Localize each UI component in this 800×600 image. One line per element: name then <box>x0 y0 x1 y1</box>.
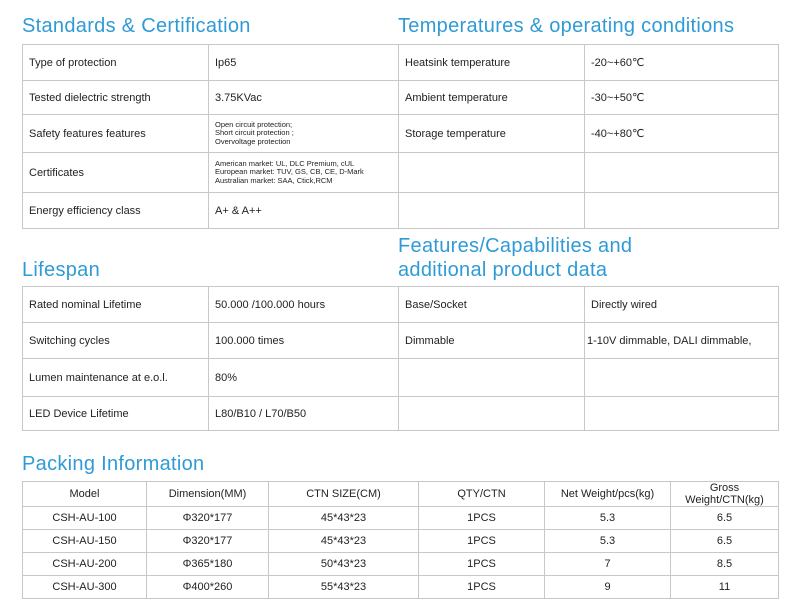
table-row <box>23 507 779 530</box>
row-value: Directly wired <box>585 287 779 323</box>
table-row <box>23 45 779 81</box>
row-label: Rated nominal Lifetime <box>23 287 209 323</box>
table-cell: 11 <box>671 576 779 599</box>
standards-temperatures-table <box>22 44 779 229</box>
value-line: European market: TUV, GS, CB, CE, D-Mark <box>215 167 364 177</box>
table-cell: 6.5 <box>671 530 779 553</box>
table-cell: 1PCS <box>419 507 545 530</box>
table-cell: 5.3 <box>545 507 671 530</box>
table-cell: CSH-AU-200 <box>23 553 147 576</box>
table-row <box>23 359 779 397</box>
value-line: American market: UL, DLC Premium, cUL <box>215 158 355 168</box>
table-header-row <box>23 482 779 507</box>
temperatures-heading: Temperatures & operating conditions <box>398 15 735 37</box>
table-row <box>23 287 779 323</box>
features-heading-line1: Features/Capabilities and <box>398 235 633 257</box>
features-heading-line2: additional product data <box>398 259 608 281</box>
row-label: Heatsink temperature <box>399 45 585 81</box>
table-cell: 8.5 <box>671 553 779 576</box>
table-cell: Φ320*177 <box>147 507 269 530</box>
column-header: Gross Weight/CTN(kg) <box>671 482 779 507</box>
value-line: Australian market: SAA, Ctick,RCM <box>215 175 333 185</box>
table-cell: CSH-AU-300 <box>23 576 147 599</box>
row-value: 50.000 /100.000 hours <box>209 287 399 323</box>
table-cell: 45*43*23 <box>269 530 419 553</box>
row-value <box>585 193 779 229</box>
value-line: Short circuit protection ; <box>215 128 294 138</box>
row-label: Safety features features <box>23 115 209 153</box>
row-value: 1-10V dimmable, DALI dimmable, <box>585 323 779 359</box>
table-cell: 55*43*23 <box>269 576 419 599</box>
row-label: Certificates <box>23 153 209 193</box>
column-header: Model <box>23 482 147 507</box>
row-value <box>585 397 779 431</box>
value-line: Overvoltage protection <box>215 136 291 146</box>
table-cell: 9 <box>545 576 671 599</box>
row-label: Type of protection <box>23 45 209 81</box>
table-cell: Φ320*177 <box>147 530 269 553</box>
table-cell: Φ400*260 <box>147 576 269 599</box>
packing-heading: Packing Information <box>22 453 205 475</box>
table-cell: 1PCS <box>419 553 545 576</box>
row-value <box>585 359 779 397</box>
row-label <box>399 193 585 229</box>
table-cell: 1PCS <box>419 576 545 599</box>
row-value: Ip65 <box>209 45 399 81</box>
row-label: Switching cycles <box>23 323 209 359</box>
table-row <box>23 397 779 431</box>
row-value <box>585 153 779 193</box>
table-cell: CSH-AU-150 <box>23 530 147 553</box>
column-header: Net Weight/pcs(kg) <box>545 482 671 507</box>
row-label: LED Device Lifetime <box>23 397 209 431</box>
table-cell: 45*43*23 <box>269 507 419 530</box>
row-value: L80/B10 / L70/B50 <box>209 397 399 431</box>
table-row <box>23 81 779 115</box>
table-cell: 6.5 <box>671 507 779 530</box>
row-value: -30~+50℃ <box>585 81 779 115</box>
table-row <box>23 576 779 599</box>
table-row <box>23 323 779 359</box>
value-line: Open circuit protection; <box>215 119 293 129</box>
row-label: Tested dielectric strength <box>23 81 209 115</box>
row-label: Ambient temperature <box>399 81 585 115</box>
table-cell: 7 <box>545 553 671 576</box>
table-row <box>23 193 779 229</box>
table-cell: CSH-AU-100 <box>23 507 147 530</box>
packing-table <box>22 481 779 599</box>
row-label: Base/Socket <box>399 287 585 323</box>
column-header: QTY/CTN <box>419 482 545 507</box>
row-value: 100.000 times <box>209 323 399 359</box>
row-value: 3.75KVac <box>209 81 399 115</box>
row-label: Storage temperature <box>399 115 585 153</box>
row-label: Energy efficiency class <box>23 193 209 229</box>
row-value: 80% <box>209 359 399 397</box>
column-header: CTN SIZE(CM) <box>269 482 419 507</box>
table-cell: Φ365*180 <box>147 553 269 576</box>
row-label <box>399 359 585 397</box>
table-row <box>23 153 779 193</box>
lifespan-features-table <box>22 286 779 431</box>
row-value <box>209 153 399 193</box>
row-label <box>399 153 585 193</box>
row-label: Lumen maintenance at e.o.l. <box>23 359 209 397</box>
table-cell: 50*43*23 <box>269 553 419 576</box>
row-label <box>399 397 585 431</box>
lifespan-heading: Lifespan <box>22 259 101 281</box>
column-header: Dimension(MM) <box>147 482 269 507</box>
table-row <box>23 553 779 576</box>
table-row <box>23 115 779 153</box>
row-value: -40~+80℃ <box>585 115 779 153</box>
table-row <box>23 530 779 553</box>
features-heading <box>398 234 632 282</box>
row-value: A+ & A++ <box>209 193 399 229</box>
table-cell: 5.3 <box>545 530 671 553</box>
row-label: Dimmable <box>399 323 585 359</box>
row-value: -20~+60℃ <box>585 45 779 81</box>
standards-heading: Standards & Certification <box>22 15 251 37</box>
table-cell: 1PCS <box>419 530 545 553</box>
row-value <box>209 115 399 153</box>
